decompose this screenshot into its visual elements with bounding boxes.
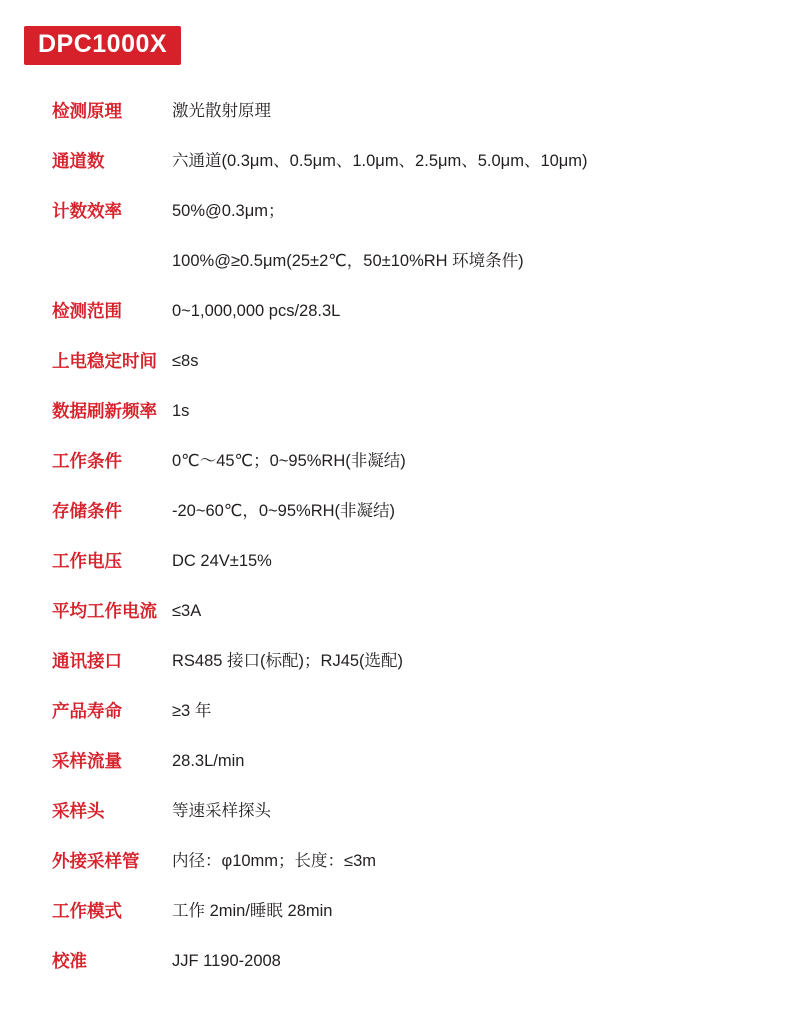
spec-value: 1s (172, 402, 190, 420)
table-row (0, 336, 790, 386)
spec-value-line-2: 100%@≥0.5μm(25±2℃，50±10%RH 环境条件) (172, 252, 524, 270)
spec-label: 通道数 (52, 151, 105, 171)
spec-label: 工作条件 (52, 451, 122, 471)
specifications-table-body (0, 86, 790, 986)
spec-value: -20~60℃，0~95%RH(非凝结) (172, 502, 396, 520)
spec-value: 内径：φ10mm；长度：≤3m (172, 852, 377, 870)
table-row (0, 536, 790, 586)
spec-label: 工作电压 (52, 551, 122, 571)
spec-label: 工作模式 (52, 901, 122, 921)
spec-value: 工作 2min/睡眠 28min (172, 902, 333, 920)
spec-value: DC 24V±15% (172, 552, 272, 570)
spec-label: 外接采样管 (52, 851, 140, 871)
table-row (0, 836, 790, 886)
specifications-table (0, 86, 790, 986)
spec-value: 28.3L/min (172, 752, 245, 770)
spec-label: 采样流量 (52, 751, 122, 771)
table-row (0, 786, 790, 836)
table-row (0, 736, 790, 786)
table-row (0, 436, 790, 486)
spec-value: ≥3 年 (172, 702, 212, 720)
spec-label: 计数效率 (52, 201, 122, 221)
spec-label: 采样头 (52, 801, 105, 821)
spec-label: 校准 (52, 951, 87, 971)
spec-value: ≤8s (172, 352, 199, 370)
spec-label: 平均工作电流 (52, 601, 157, 621)
spec-value: ≤3A (172, 602, 202, 620)
table-row (0, 936, 790, 986)
spec-label: 检测范围 (52, 301, 122, 321)
spec-value: RS485 接口(标配)；RJ45(选配) (172, 652, 404, 670)
spec-value: JJF 1190-2008 (172, 952, 281, 970)
spec-value: 0~1,000,000 pcs/28.3L (172, 302, 341, 320)
table-row (0, 636, 790, 686)
spec-value-line-1: 50%@0.3μm； (172, 202, 285, 220)
spec-value: 0℃～45℃；0~95%RH(非凝结) (172, 452, 406, 470)
table-row (0, 286, 790, 336)
spec-value: 激光散射原理 (172, 102, 271, 120)
product-title-badge: DPC1000X (24, 26, 181, 65)
spec-label: 数据刷新频率 (52, 401, 157, 421)
spec-label: 产品寿命 (52, 701, 122, 721)
table-row (0, 86, 790, 136)
table-row (0, 136, 790, 186)
spec-value: 六通道(0.3μm、0.5μm、1.0μm、2.5μm、5.0μm、10μm) (172, 152, 588, 170)
table-row (0, 586, 790, 636)
table-row (0, 386, 790, 436)
table-row (0, 486, 790, 536)
spec-label: 存储条件 (52, 501, 122, 521)
spec-label: 上电稳定时间 (52, 351, 157, 371)
table-row (0, 886, 790, 936)
spec-label: 检测原理 (52, 101, 122, 121)
table-row (0, 186, 790, 286)
spec-value (172, 186, 790, 286)
spec-label: 通讯接口 (52, 651, 122, 671)
spec-value: 等速采样探头 (172, 802, 271, 820)
table-row (0, 686, 790, 736)
